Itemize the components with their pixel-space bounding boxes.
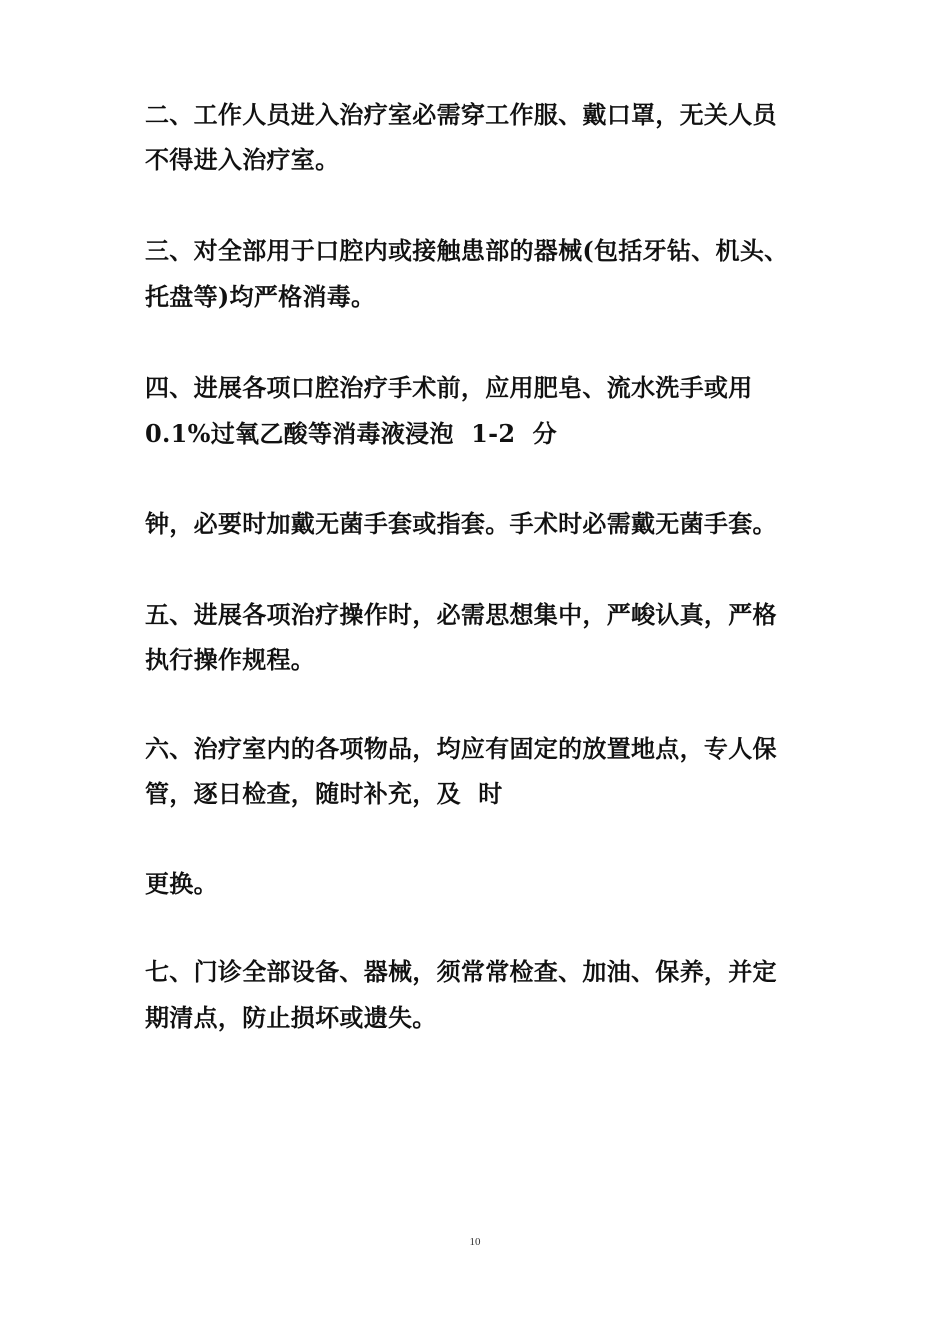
text-line: 管，逐日检查，随时补充，及 时 — [145, 779, 503, 808]
text-line: 托盘等)均严格消毒。 — [145, 282, 376, 311]
text-line: 四、进展各项口腔治疗手术前，应用肥皂、流水洗手或用 — [145, 373, 753, 402]
text-line: 钟，必要时加戴无菌手套或指套。手术时必需戴无菌手套。 — [145, 509, 777, 538]
page-number: 10 — [469, 1236, 481, 1248]
text-line: 执行操作规程。 — [145, 645, 316, 674]
text-line: 0.1%过氧乙酸等消毒液浸泡 1-2 分 — [145, 419, 557, 448]
text-line: 五、进展各项治疗操作时，必需思想集中，严峻认真，严格 — [145, 600, 777, 629]
text-line: 不得进入治疗室。 — [145, 145, 340, 174]
text-line: 更换。 — [145, 869, 218, 898]
text-line: 期清点，防止损坏或遗失。 — [145, 1003, 437, 1032]
text-line: 三、对全部用于口腔内或接触患部的器械(包括牙钻、机头、 — [145, 236, 789, 265]
text-line: 二、工作人员进入治疗室必需穿工作服、戴口罩，无关人员 — [145, 100, 777, 129]
text-line: 七、门诊全部设备、器械，须常常检查、加油、保养，并定 — [145, 957, 777, 986]
text-line: 六、治疗室内的各项物品，均应有固定的放置地点，专人保 — [145, 734, 777, 763]
